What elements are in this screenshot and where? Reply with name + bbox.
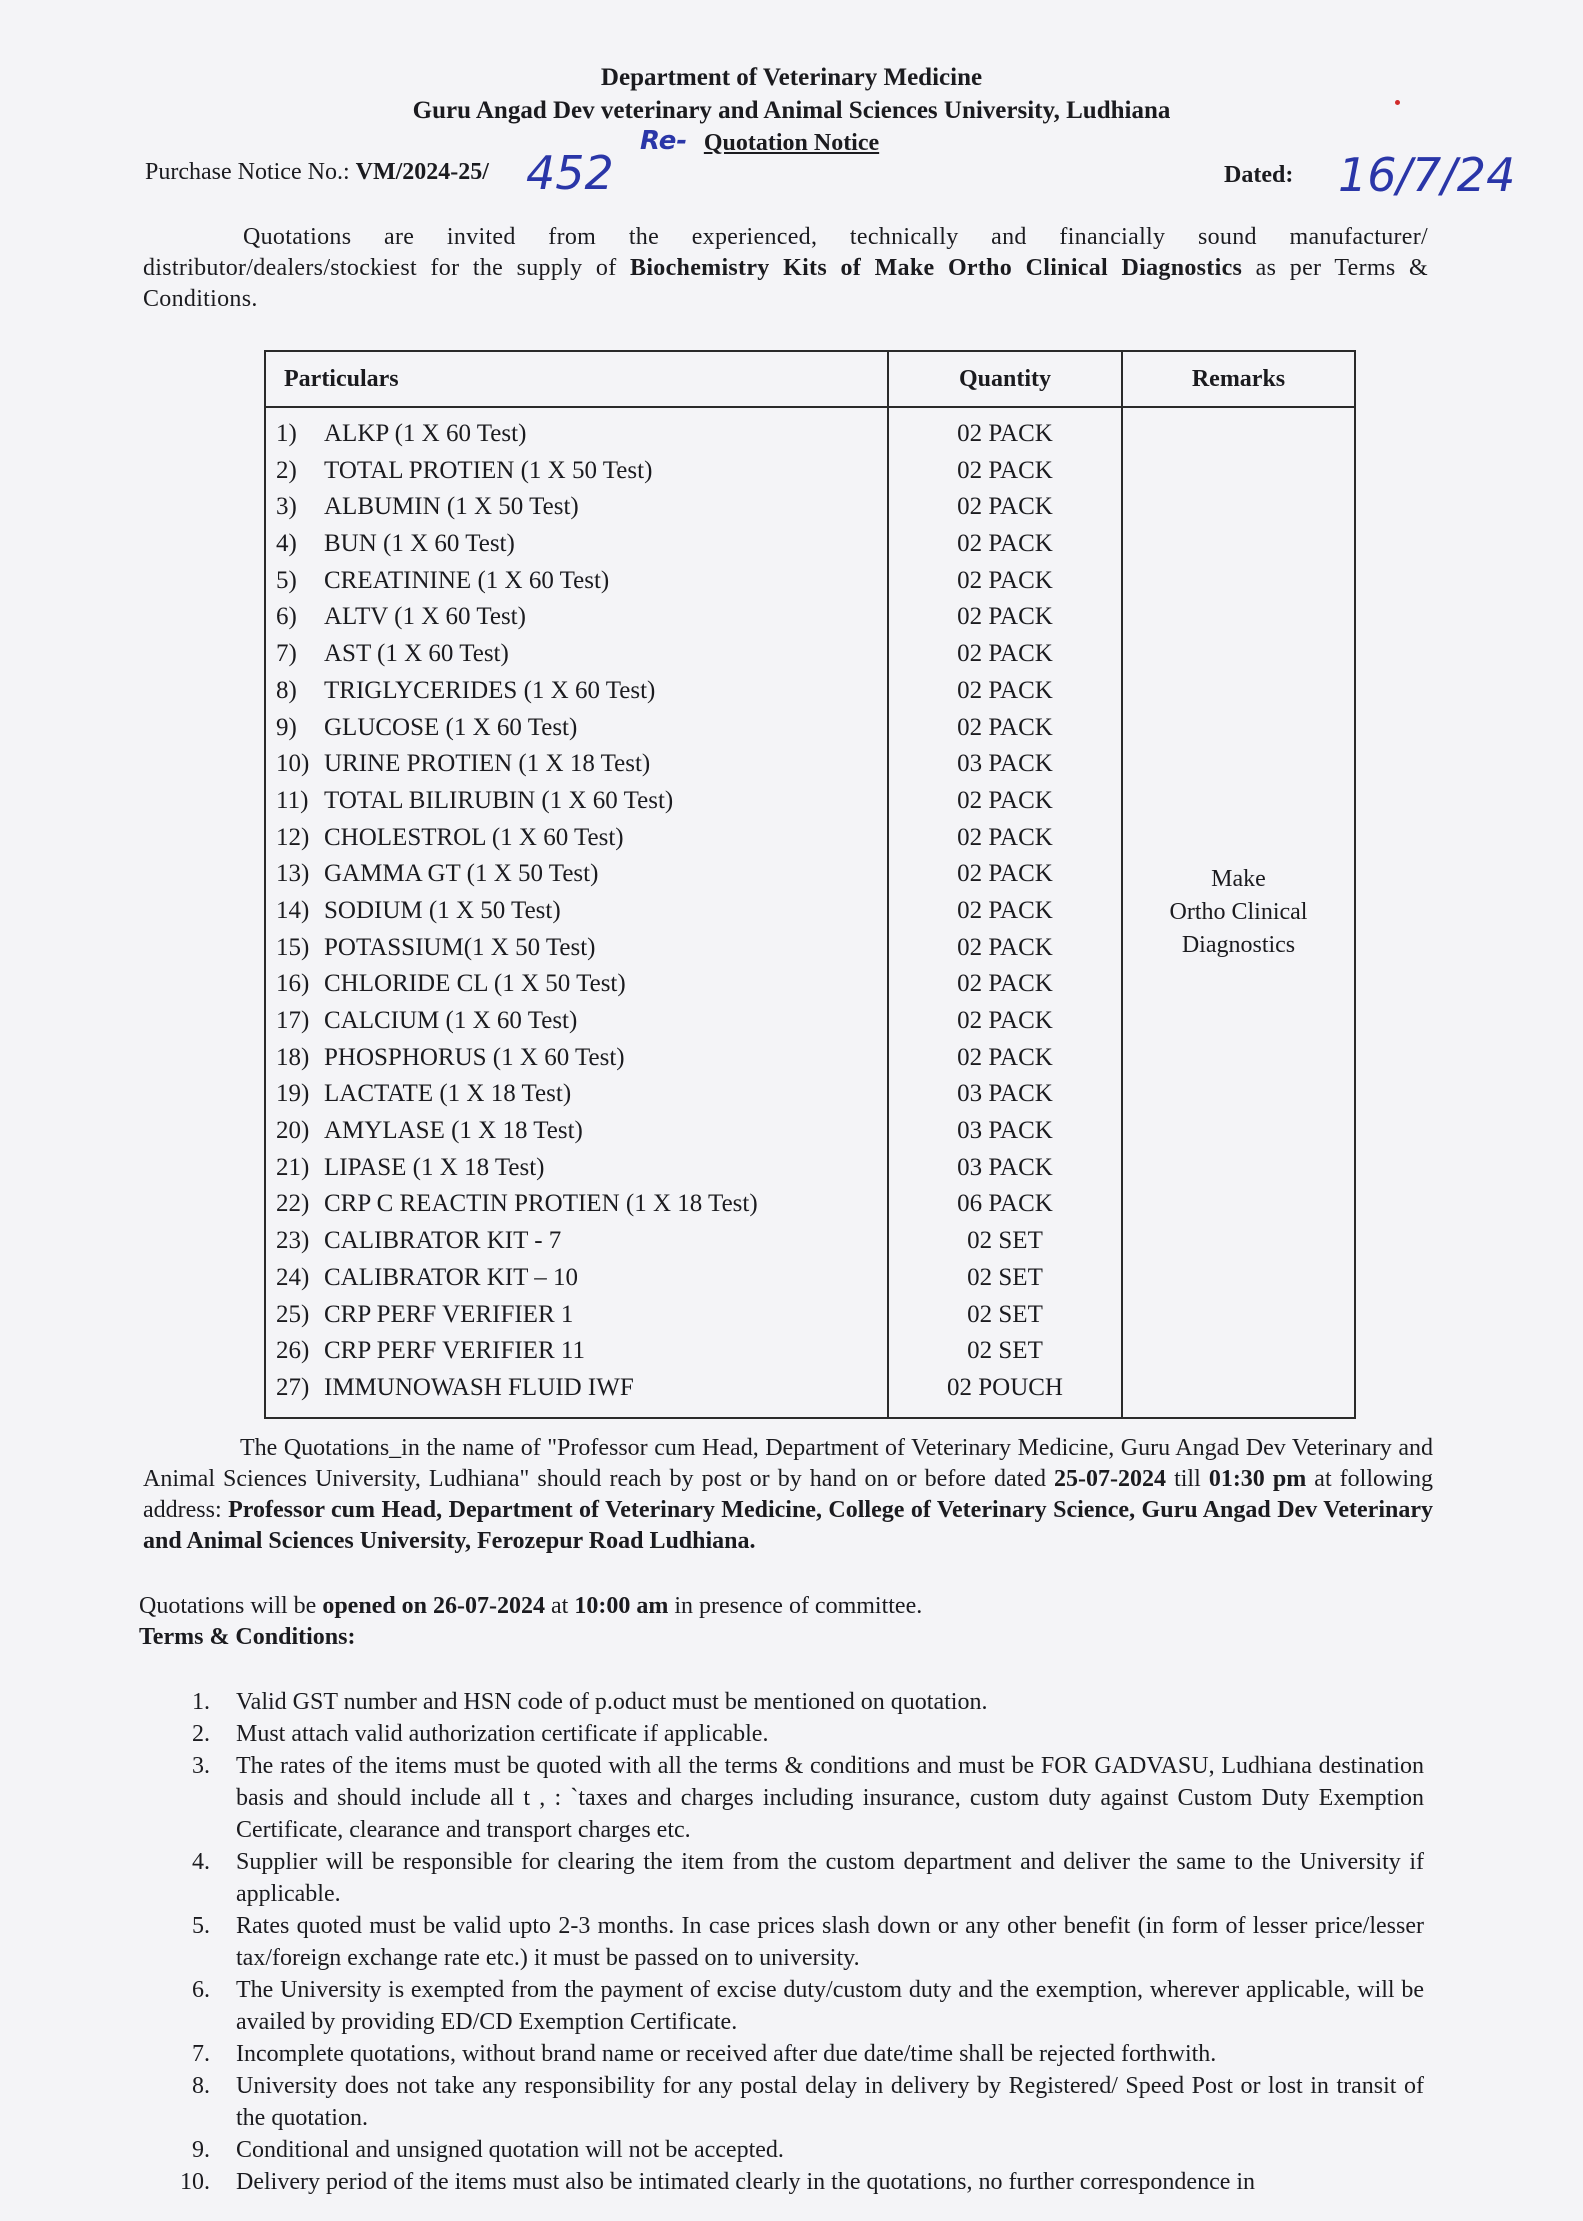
submission-paragraph — [143, 1433, 1433, 1557]
item-row — [276, 489, 887, 526]
table-body-row — [265, 407, 1355, 1418]
item-name: CRP PERF VERIFIER 11 — [324, 1337, 585, 1365]
item-number: 26) — [276, 1337, 310, 1365]
item-name: BUN (1 X 60 Test) — [324, 530, 515, 558]
item-quantity: 02 SET — [967, 1300, 1043, 1328]
term-number: 1. — [192, 1689, 210, 1715]
item-name: LIPASE (1 X 18 Test) — [324, 1153, 545, 1181]
term-text: The University is exempted from the payment of excise duty/custom duty and the exemption, wherever applicable, will be availed by providing ED/CD Exemption Certificate. — [236, 1977, 1424, 2035]
term-number: 5. — [192, 1913, 210, 1939]
item-quantity: 03 PACK — [957, 750, 1053, 778]
item-number: 23) — [276, 1227, 310, 1255]
term-item — [0, 1910, 1424, 1974]
item-quantity: 02 PACK — [957, 566, 1053, 594]
term-item — [0, 2070, 1424, 2134]
department-heading: Department of Veterinary Medicine — [600, 64, 983, 91]
term-number: 3. — [192, 1753, 210, 1779]
term-number: 8. — [192, 2073, 210, 2099]
terms-heading: Terms & Conditions: — [139, 1624, 356, 1650]
opening-line — [139, 1593, 922, 1620]
item-name: IMMUNOWASH FLUID IWF — [324, 1373, 634, 1401]
item-number: 25) — [276, 1300, 310, 1328]
item-row — [276, 636, 887, 673]
item-number: 12) — [276, 823, 310, 851]
item-quantity: 02 PACK — [957, 420, 1053, 447]
term-item — [0, 2038, 1424, 2070]
opening-date: opened on 26-07-2024 — [322, 1593, 546, 1619]
item-number: 21) — [276, 1153, 310, 1181]
item-number: 14) — [276, 896, 310, 924]
term-text: The rates of the items must be quoted with all the terms & conditions and must be FOR GADVASU, Ludhiana destination basis and should include all t , : `taxes and charges including insurance, custom duty against Custom Duty Exemption Certificate, clearance and transport charges etc. — [236, 1753, 1424, 1843]
item-quantity: 02 PACK — [957, 786, 1053, 814]
item-number: 13) — [276, 860, 310, 888]
item-name: GLUCOSE (1 X 60 Test) — [324, 713, 578, 741]
terms-list — [0, 1686, 1583, 2198]
item-quantity: 02 PACK — [957, 1007, 1053, 1034]
dated-label: Dated: — [1224, 162, 1294, 188]
item-quantity: 02 SET — [967, 1337, 1043, 1365]
item-quantity: 02 PACK — [957, 896, 1053, 924]
item-number: 3) — [276, 493, 297, 521]
item-number: 7) — [276, 640, 297, 668]
opening-text: at — [545, 1593, 575, 1619]
remarks-line: Diagnostics — [1181, 931, 1296, 958]
submission-date: 25-07-2024 — [1054, 1466, 1166, 1492]
item-row — [276, 1113, 887, 1150]
header-remarks: Remarks — [1122, 351, 1355, 407]
intro-bold: Biochemistry Kits of Make Ortho Clinical Diagnostics — [630, 255, 1243, 281]
term-text: Rates quoted must be valid upto 2-3 months. In case prices slash down or any other benefit (in form of lesser price/lesser tax/foreign exchange rate etc.) it must be passed on to university. — [236, 1913, 1424, 1971]
item-quantity: 02 PACK — [957, 823, 1053, 851]
item-name: ALBUMIN (1 X 50 Test) — [324, 493, 579, 521]
intro-text-end: as per Terms & Conditions. — [143, 255, 1429, 312]
item-number: 15) — [276, 933, 310, 961]
term-text: University does not take any responsibility for any postal delay in delivery by Registered/ Speed Post or lost in transit of the quotation. — [236, 2073, 1424, 2131]
item-row — [276, 1370, 887, 1407]
item-row — [276, 1260, 887, 1297]
header-quantity: Quantity — [888, 351, 1122, 407]
purchase-notice-number: VM/2024-25/ — [355, 159, 489, 185]
item-quantity: 02 PACK — [957, 933, 1053, 961]
item-name: CHLORIDE CL (1 X 50 Test) — [324, 970, 626, 998]
item-name: TOTAL PROTIEN (1 X 50 Test) — [324, 456, 653, 484]
item-number: 6) — [276, 603, 297, 631]
item-row — [276, 966, 887, 1003]
term-item — [0, 1718, 1424, 1750]
item-row — [276, 1223, 887, 1260]
item-row — [276, 820, 887, 857]
item-quantity: 06 PACK — [957, 1190, 1053, 1218]
submission-text: at following address: — [143, 1466, 1433, 1523]
term-item — [0, 2134, 1424, 2166]
intro-paragraph — [143, 222, 1428, 315]
item-row — [276, 710, 887, 747]
item-row — [276, 1003, 887, 1040]
item-name: ALTV (1 X 60 Test) — [324, 603, 526, 631]
item-number: 1) — [276, 420, 297, 447]
item-row — [276, 1186, 887, 1223]
item-row — [276, 893, 887, 930]
item-row — [276, 453, 887, 490]
item-row — [276, 1076, 887, 1113]
item-row — [276, 856, 887, 893]
item-row — [276, 416, 887, 453]
purchase-notice-line — [145, 159, 489, 186]
term-number: 6. — [192, 1977, 210, 2003]
quantity-cell — [888, 407, 1122, 1418]
item-name: PHOSPHORUS (1 X 60 Test) — [324, 1043, 625, 1071]
item-quantity: 02 PACK — [957, 603, 1053, 631]
handwritten-date: 16/7/24 — [1338, 148, 1516, 202]
term-text: Delivery period of the items must also be intimated clearly in the quotations, no further correspondence in — [236, 2169, 1256, 2195]
item-row — [276, 1333, 887, 1370]
term-number: 4. — [192, 1849, 210, 1875]
term-item — [0, 2166, 1424, 2198]
purchase-notice-label: Purchase Notice No.: — [145, 159, 356, 185]
item-number: 19) — [276, 1080, 310, 1108]
remarks-cell — [1122, 407, 1355, 1418]
item-row — [276, 930, 887, 967]
item-name: CALIBRATOR KIT - 7 — [324, 1227, 562, 1255]
item-quantity: 03 PACK — [957, 1080, 1053, 1108]
item-quantity: 02 PACK — [957, 1043, 1053, 1071]
particulars-cell — [265, 407, 888, 1418]
item-row — [276, 563, 887, 600]
item-row — [276, 1040, 887, 1077]
item-number: 16) — [276, 970, 310, 998]
item-number: 17) — [276, 1007, 310, 1034]
submission-address: Professor cum Head, Department of Veterinary Medicine, College of Veterinary Science, Guru Angad Dev Veterinary and Animal Sciences University, Ferozepur Road Ludhiana. — [143, 1497, 1433, 1554]
item-number: 20) — [276, 1117, 310, 1145]
item-number: 11) — [276, 786, 309, 814]
item-number: 24) — [276, 1263, 310, 1291]
item-name: CRP PERF VERIFIER 1 — [324, 1300, 574, 1328]
term-text: Conditional and unsigned quotation will not be accepted. — [236, 2137, 784, 2163]
item-name: ALKP (1 X 60 Test) — [324, 420, 527, 447]
item-quantity: 02 POUCH — [947, 1373, 1063, 1401]
handwritten-notice-number: 452 — [526, 146, 614, 200]
intro-text: Quotations are invited from the experienced, technically and financially sound manufacturer/ distributor/dealers/stockiest for the supply of — [143, 224, 1428, 281]
term-text: Incomplete quotations, without brand name or received after due date/time shall be rejected forthwith. — [236, 2041, 1217, 2067]
item-name: POTASSIUM(1 X 50 Test) — [324, 933, 596, 961]
item-name: CALIBRATOR KIT – 10 — [324, 1263, 578, 1291]
item-quantity: 02 SET — [967, 1263, 1043, 1291]
handwritten-re-prefix: Re- — [640, 126, 688, 156]
remarks-line: Make — [1211, 865, 1266, 892]
remarks-line: Ortho Clinical — [1169, 898, 1308, 925]
opening-text: in presence of committee. — [668, 1593, 923, 1619]
items-table — [264, 350, 1356, 1419]
item-name: GAMMA GT (1 X 50 Test) — [324, 860, 599, 888]
table-header-row — [265, 351, 1355, 407]
term-number: 7. — [192, 2041, 210, 2067]
item-quantity: 03 PACK — [957, 1117, 1053, 1145]
term-item — [0, 1846, 1424, 1910]
item-number: 10) — [276, 750, 310, 778]
item-quantity: 02 SET — [967, 1227, 1043, 1255]
university-heading: Guru Angad Dev veterinary and Animal Sciences University, Ludhiana — [412, 97, 1171, 124]
term-item — [0, 1750, 1424, 1846]
item-quantity: 03 PACK — [957, 1153, 1053, 1181]
item-quantity: 02 PACK — [957, 676, 1053, 704]
item-quantity: 02 PACK — [957, 970, 1053, 998]
item-name: TOTAL BILIRUBIN (1 X 60 Test) — [324, 786, 674, 814]
item-quantity: 02 PACK — [957, 713, 1053, 741]
term-text: Must attach valid authorization certificate if applicable. — [236, 1721, 769, 1747]
item-name: CRP C REACTIN PROTIEN (1 X 18 Test) — [324, 1190, 758, 1218]
item-row — [276, 1150, 887, 1187]
header-particulars: Particulars — [265, 351, 888, 407]
term-number: 2. — [192, 1721, 210, 1747]
item-name: URINE PROTIEN (1 X 18 Test) — [324, 750, 651, 778]
term-text: Supplier will be responsible for clearing the item from the custom department and deliver the same to the University if applicable. — [236, 1849, 1424, 1907]
item-quantity: 02 PACK — [957, 530, 1053, 558]
item-number: 4) — [276, 530, 297, 558]
item-name: SODIUM (1 X 50 Test) — [324, 896, 561, 924]
item-number: 5) — [276, 566, 297, 594]
opening-text: Quotations will be — [139, 1593, 323, 1619]
item-number: 9) — [276, 713, 297, 741]
submission-text: till — [1166, 1466, 1209, 1492]
item-number: 27) — [276, 1373, 310, 1401]
item-name: AST (1 X 60 Test) — [324, 640, 509, 668]
item-number: 22) — [276, 1190, 310, 1218]
notice-title: Quotation Notice — [703, 130, 880, 156]
item-name: AMYLASE (1 X 18 Test) — [324, 1117, 583, 1145]
submission-time: 01:30 pm — [1208, 1466, 1307, 1492]
item-name: CREATININE (1 X 60 Test) — [324, 566, 610, 594]
term-item — [0, 1686, 1424, 1718]
opening-time: 10:00 am — [574, 1593, 669, 1619]
item-quantity: 02 PACK — [957, 860, 1053, 888]
item-quantity: 02 PACK — [957, 640, 1053, 668]
item-name: CALCIUM (1 X 60 Test) — [324, 1007, 578, 1034]
item-row — [276, 746, 887, 783]
item-quantity: 02 PACK — [957, 493, 1053, 521]
item-row — [276, 599, 887, 636]
submission-text: The Quotations_in the name of "Professor cum Head, Department of Veterinary Medicine, Guru Angad Dev Veterinary and Animal Sciences University, Ludhiana" should reach by post or by hand on or before dated — [143, 1435, 1433, 1492]
term-number: 10. — [180, 2169, 210, 2195]
item-number: 18) — [276, 1043, 310, 1071]
item-quantity: 02 PACK — [957, 456, 1053, 484]
item-row — [276, 526, 887, 563]
item-number: 2) — [276, 456, 297, 484]
term-item — [0, 1974, 1424, 2038]
item-row — [276, 673, 887, 710]
item-row — [276, 783, 887, 820]
item-name: LACTATE (1 X 18 Test) — [324, 1080, 572, 1108]
term-number: 9. — [192, 2137, 210, 2163]
item-name: CHOLESTROL (1 X 60 Test) — [324, 823, 624, 851]
term-text: Valid GST number and HSN code of p.oduct must be mentioned on quotation. — [236, 1689, 988, 1715]
item-number: 8) — [276, 676, 297, 704]
item-name: TRIGLYCERIDES (1 X 60 Test) — [324, 676, 656, 704]
item-row — [276, 1297, 887, 1334]
